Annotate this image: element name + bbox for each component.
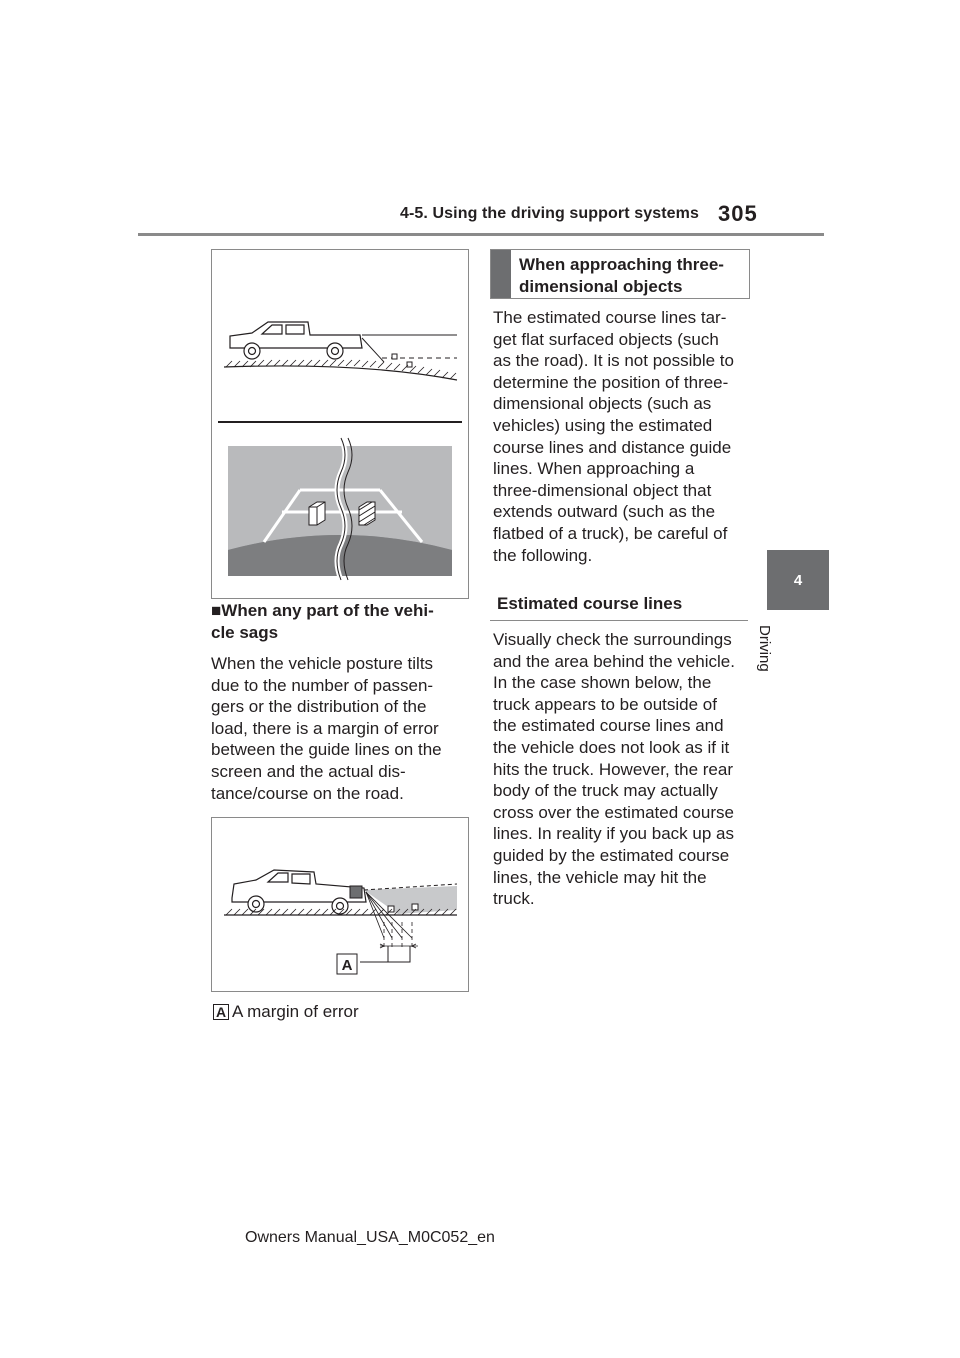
footer-text: Owners Manual_USA_M0C052_en bbox=[245, 1229, 495, 1246]
section-title: 4-5. Using the driving support systems bbox=[400, 205, 699, 222]
sagging-truck-icon bbox=[232, 870, 366, 914]
sag-illustration bbox=[212, 818, 468, 991]
figure-slope-camera bbox=[211, 249, 469, 599]
sags-heading: ■When any part of the vehi- cle sags bbox=[211, 601, 434, 642]
intro-text: The estimated course lines tar- get flat surfaced objects (such as the road). It is not possible to determine the position of three- dimensional objects (such as vehicles) using the estimated course lines and distance guide lines. When approaching a three-dimensional object that extends outward (such as the flatbed of a truck), be careful of the following. bbox=[493, 308, 734, 565]
three-dimensional-heading-box bbox=[490, 249, 750, 299]
figure-callout-a: A bbox=[341, 957, 353, 974]
chapter-label bbox=[756, 625, 798, 695]
chapter-label-text: Driving bbox=[756, 625, 773, 672]
legend-marker: A bbox=[213, 1004, 229, 1020]
chapter-tab[interactable]: 4 bbox=[767, 550, 829, 610]
sags-body: When the vehicle posture tilts due to the number of passen- gers or the distribution of the load, there is a margin of error between the guide lines on the screen and the actual dis- tance/course on the road. bbox=[211, 654, 442, 803]
estimated-heading-rule bbox=[490, 620, 748, 621]
slope-camera-illustration bbox=[212, 250, 468, 598]
page-number: 305 bbox=[718, 201, 758, 226]
legend-text: A margin of error bbox=[232, 1002, 359, 1021]
estimated-body: Visually check the surroundings and the area behind the vehicle. In the case shown below, the truck appears to be outside of the estimated course lines and the vehicle does not look as if it hits the truck. However, the rear body of the truck may actually cross over the estimated course lines. In reality if you back up as guided by the estimated course lines, the vehicle may hit the truck. bbox=[493, 630, 735, 909]
camera-view bbox=[228, 438, 452, 580]
header-rule bbox=[138, 233, 824, 236]
heading-bar bbox=[491, 250, 511, 298]
truck-icon bbox=[230, 322, 362, 359]
figure-sag bbox=[211, 817, 469, 992]
three-dimensional-heading: When approaching three- dimensional objects bbox=[519, 255, 724, 296]
estimated-course-heading: Estimated course lines bbox=[497, 594, 683, 613]
